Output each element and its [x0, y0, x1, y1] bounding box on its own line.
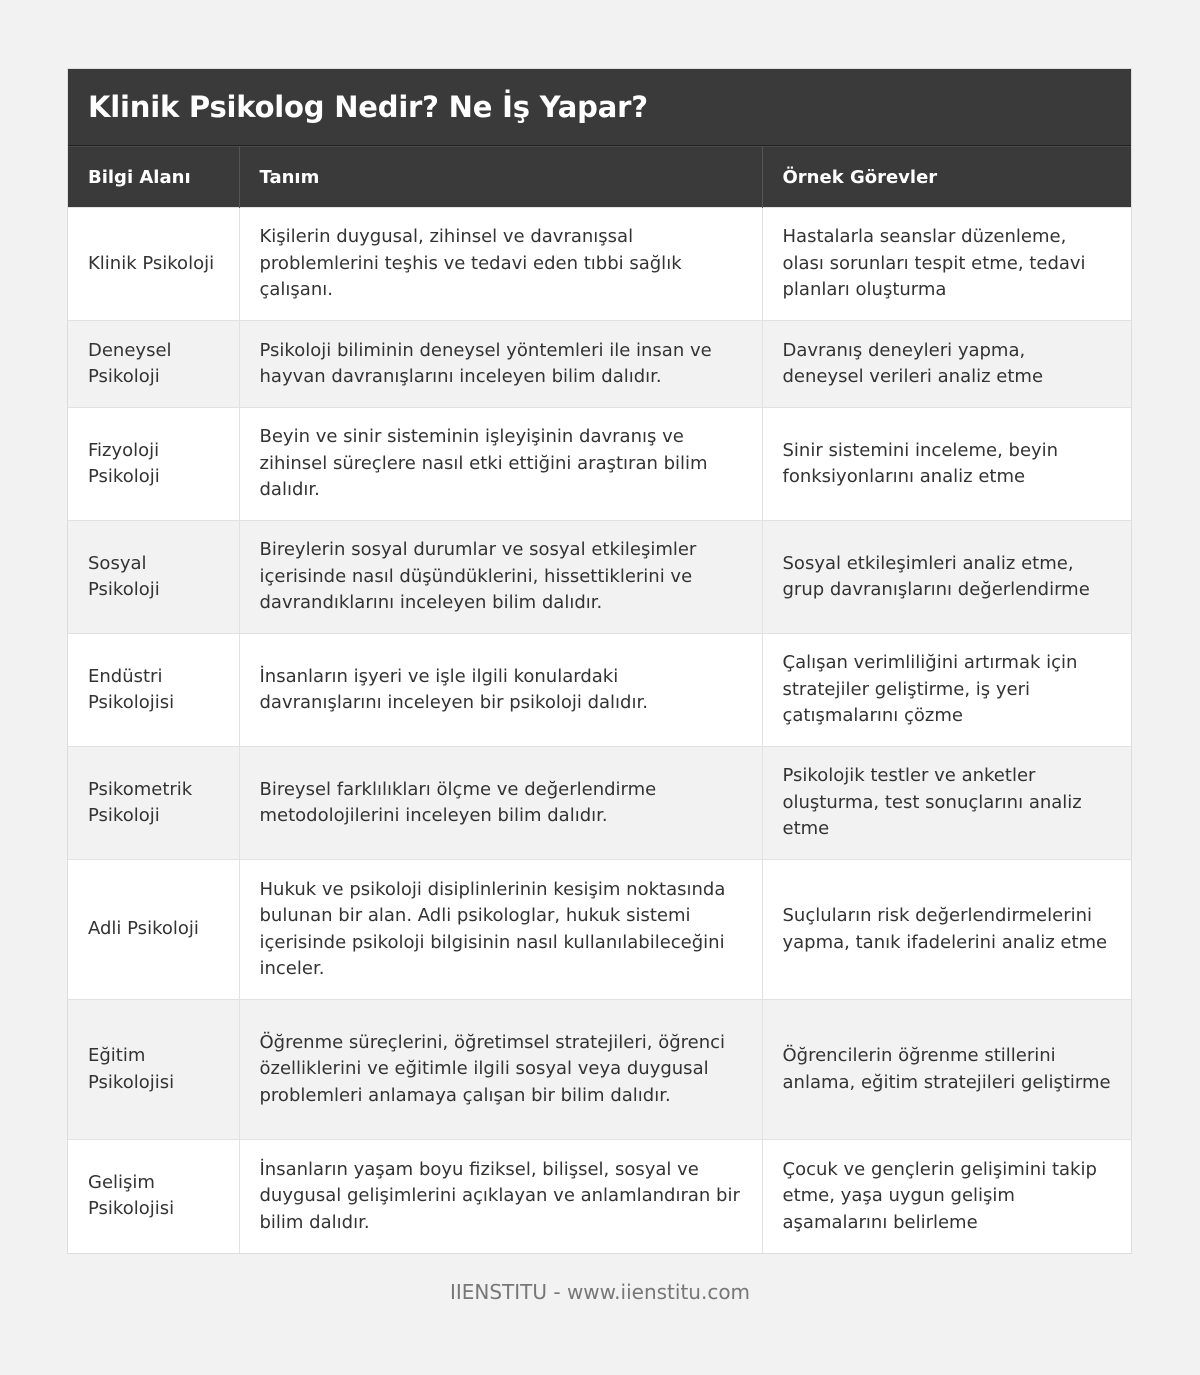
cell-tasks: Suçluların risk değerlendirmelerini yapma, tanık ifadelerini analiz etme	[762, 860, 1131, 1000]
table-row	[68, 521, 1131, 634]
table-row	[68, 634, 1131, 747]
cell-area: Endüstri Psikolojisi	[68, 634, 239, 747]
cell-definition: Bireylerin sosyal durumlar ve sosyal etkileşimler içerisinde nasıl düşündüklerini, hissettiklerini ve davrandıklarını inceleyen bilim dalıdır.	[239, 521, 762, 634]
table-row	[68, 747, 1131, 860]
cell-tasks: Çocuk ve gençlerin gelişimini takip etme, yaşa uygun gelişim aşamalarını belirleme	[762, 1140, 1131, 1253]
cell-tasks: Hastalarla seanslar düzenleme, olası sorunları tespit etme, tedavi planları oluşturma	[762, 208, 1131, 321]
table-row	[68, 1140, 1131, 1253]
table-row	[68, 860, 1131, 1000]
cell-tasks: Davranış deneyleri yapma, deneysel verileri analiz etme	[762, 321, 1131, 408]
footer-credit: IIENSTITU - www.iienstitu.com	[449, 1280, 751, 1304]
cell-definition: Beyin ve sinir sisteminin işleyişinin davranış ve zihinsel süreçlere nasıl etki ettiğini araştıran bilim dalıdır.	[239, 408, 762, 521]
cell-area: Klinik Psikoloji	[68, 208, 239, 321]
cell-definition: Psikoloji biliminin deneysel yöntemleri ile insan ve hayvan davranışlarını inceleyen bilim dalıdır.	[239, 321, 762, 408]
cell-area: Adli Psikoloji	[68, 860, 239, 1000]
column-header-definition: Tanım	[239, 147, 762, 208]
cell-definition: Hukuk ve psikoloji disiplinlerinin kesişim noktasında bulunan bir alan. Adli psikologlar, hukuk sistemi içerisinde psikoloji bilgisinin nasıl kullanılabileceğini inceler.	[239, 860, 762, 1000]
cell-definition: Kişilerin duygusal, zihinsel ve davranışsal problemlerini teşhis ve tedavi eden tıbbi sağlık çalışanı.	[239, 208, 762, 321]
column-header-tasks: Örnek Görevler	[762, 147, 1131, 208]
table-header	[68, 147, 1131, 208]
cell-area: Fizyoloji Psikoloji	[68, 408, 239, 521]
table-card	[67, 68, 1132, 1254]
cell-tasks: Çalışan verimliliğini artırmak için stratejiler geliştirme, iş yeri çatışmalarını çözme	[762, 634, 1131, 747]
header-row	[68, 147, 1131, 208]
table-row	[68, 408, 1131, 521]
cell-tasks: Psikolojik testler ve anketler oluşturma, test sonuçlarını analiz etme	[762, 747, 1131, 860]
cell-definition: İnsanların yaşam boyu fiziksel, bilişsel, sosyal ve duygusal gelişimlerini açıklayan ve anlamlandıran bir bilim dalıdır.	[239, 1140, 762, 1253]
cell-area: Gelişim Psikolojisi	[68, 1140, 239, 1253]
cell-definition: Bireysel farklılıkları ölçme ve değerlendirme metodolojilerini inceleyen bilim dalıdır.	[239, 747, 762, 860]
cell-definition: İnsanların işyeri ve işle ilgili konulardaki davranışlarını inceleyen bir psikoloji dalıdır.	[239, 634, 762, 747]
cell-area: Psikometrik Psikoloji	[68, 747, 239, 860]
title-bar	[68, 69, 1131, 146]
cell-tasks: Sinir sistemini inceleme, beyin fonksiyonlarını analiz etme	[762, 408, 1131, 521]
table-row	[68, 208, 1131, 321]
table-row	[68, 1000, 1131, 1140]
cell-tasks: Öğrencilerin öğrenme stillerini anlama, eğitim stratejileri geliştirme	[762, 1000, 1131, 1140]
cell-tasks: Sosyal etkileşimleri analiz etme, grup davranışlarını değerlendirme	[762, 521, 1131, 634]
page-title: Klinik Psikolog Nedir? Ne İş Yapar?	[88, 90, 648, 124]
info-table	[68, 146, 1131, 1253]
table-body	[68, 208, 1131, 1253]
cell-area: Eğitim Psikolojisi	[68, 1000, 239, 1140]
cell-area: Deneysel Psikoloji	[68, 321, 239, 408]
table-row	[68, 321, 1131, 408]
cell-area: Sosyal Psikoloji	[68, 521, 239, 634]
cell-definition: Öğrenme süreçlerini, öğretimsel stratejileri, öğrenci özelliklerini ve eğitimle ilgili sosyal veya duygusal problemleri anlamaya çalışan bir bilim dalıdır.	[239, 1000, 762, 1140]
column-header-area: Bilgi Alanı	[68, 147, 239, 208]
